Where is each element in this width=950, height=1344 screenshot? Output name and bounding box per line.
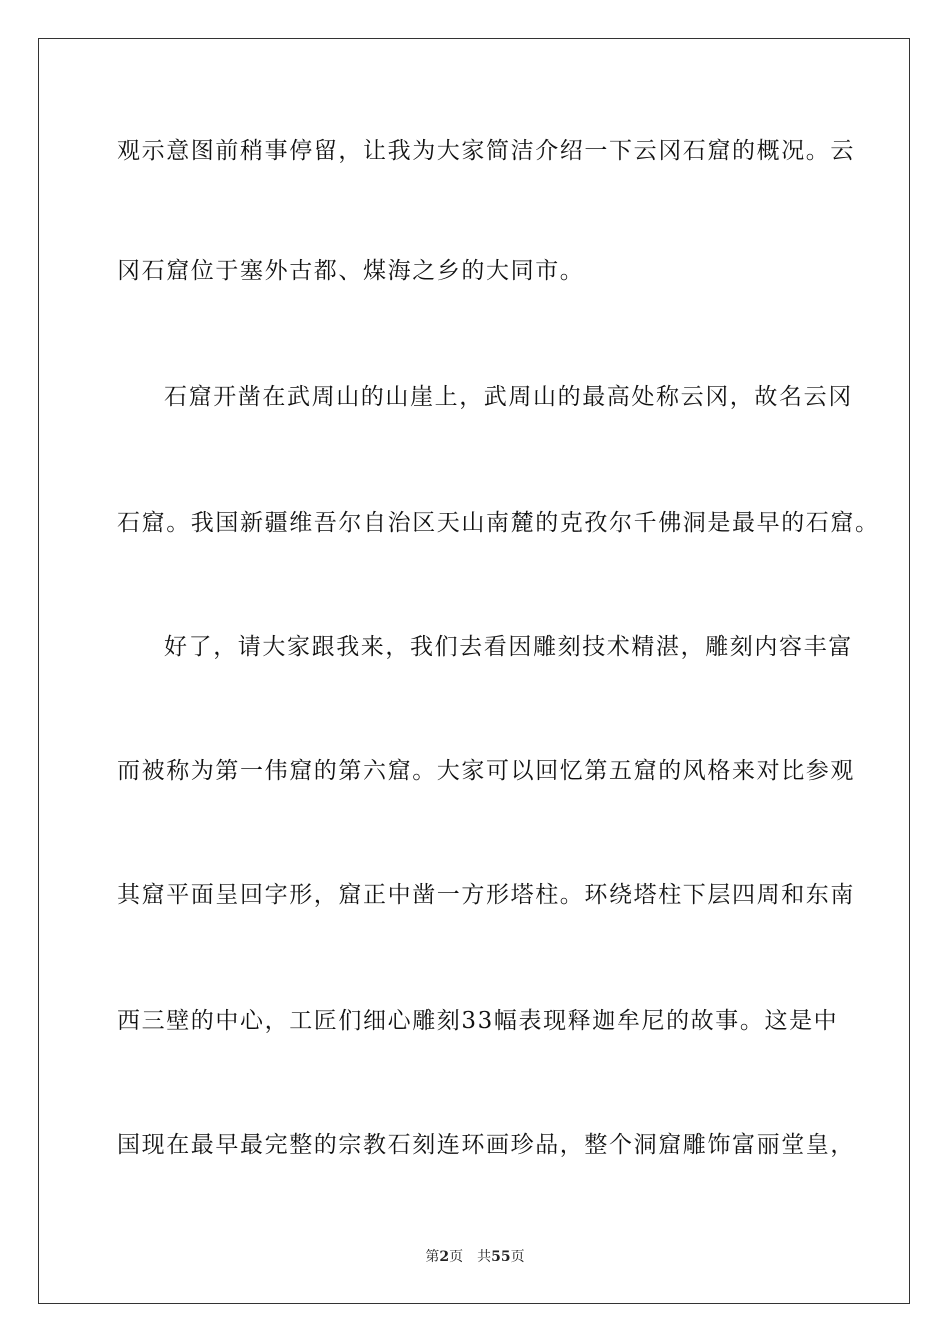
page-prefix: 第	[425, 1249, 440, 1265]
text-line-4: 石窟。我国新疆维吾尔自治区天山南麓的克孜尔千佛洞是最早的石窟。	[117, 510, 880, 536]
text-line-9: 国现在最早最完整的宗教石刻连环画珍品，整个洞窟雕饰富丽堂皇，	[117, 1132, 855, 1158]
text-line-3: 石窟开凿在武周山的山崖上，武周山的最高处称云冈，故名云冈	[164, 384, 853, 410]
text-line-8: 西三壁的中心，工匠们细心雕刻33幅表现释迦牟尼的故事。这是中	[117, 1008, 839, 1034]
text-line-5: 好了，请大家跟我来，我们去看因雕刻技术精湛，雕刻内容丰富	[164, 634, 853, 660]
page-footer	[0, 1248, 950, 1266]
text-line-2: 冈石窟位于塞外古都、煤海之乡的大同市。	[117, 258, 585, 284]
total-pages: 55	[491, 1249, 511, 1265]
text-line-7: 其窟平面呈回字形，窟正中凿一方形塔柱。环绕塔柱下层四周和东南	[117, 882, 855, 908]
page-number: 2	[439, 1249, 450, 1265]
total-suffix: 页	[510, 1249, 525, 1265]
text-line-1: 观示意图前稍事停留，让我为大家简洁介绍一下云冈石窟的概况。云	[117, 138, 855, 164]
text-line-6: 而被称为第一伟窟的第六窟。大家可以回忆第五窟的风格来对比参观	[117, 758, 855, 784]
page-suffix: 页	[449, 1249, 464, 1265]
total-prefix: 共	[477, 1249, 492, 1265]
page-border	[38, 38, 910, 1304]
